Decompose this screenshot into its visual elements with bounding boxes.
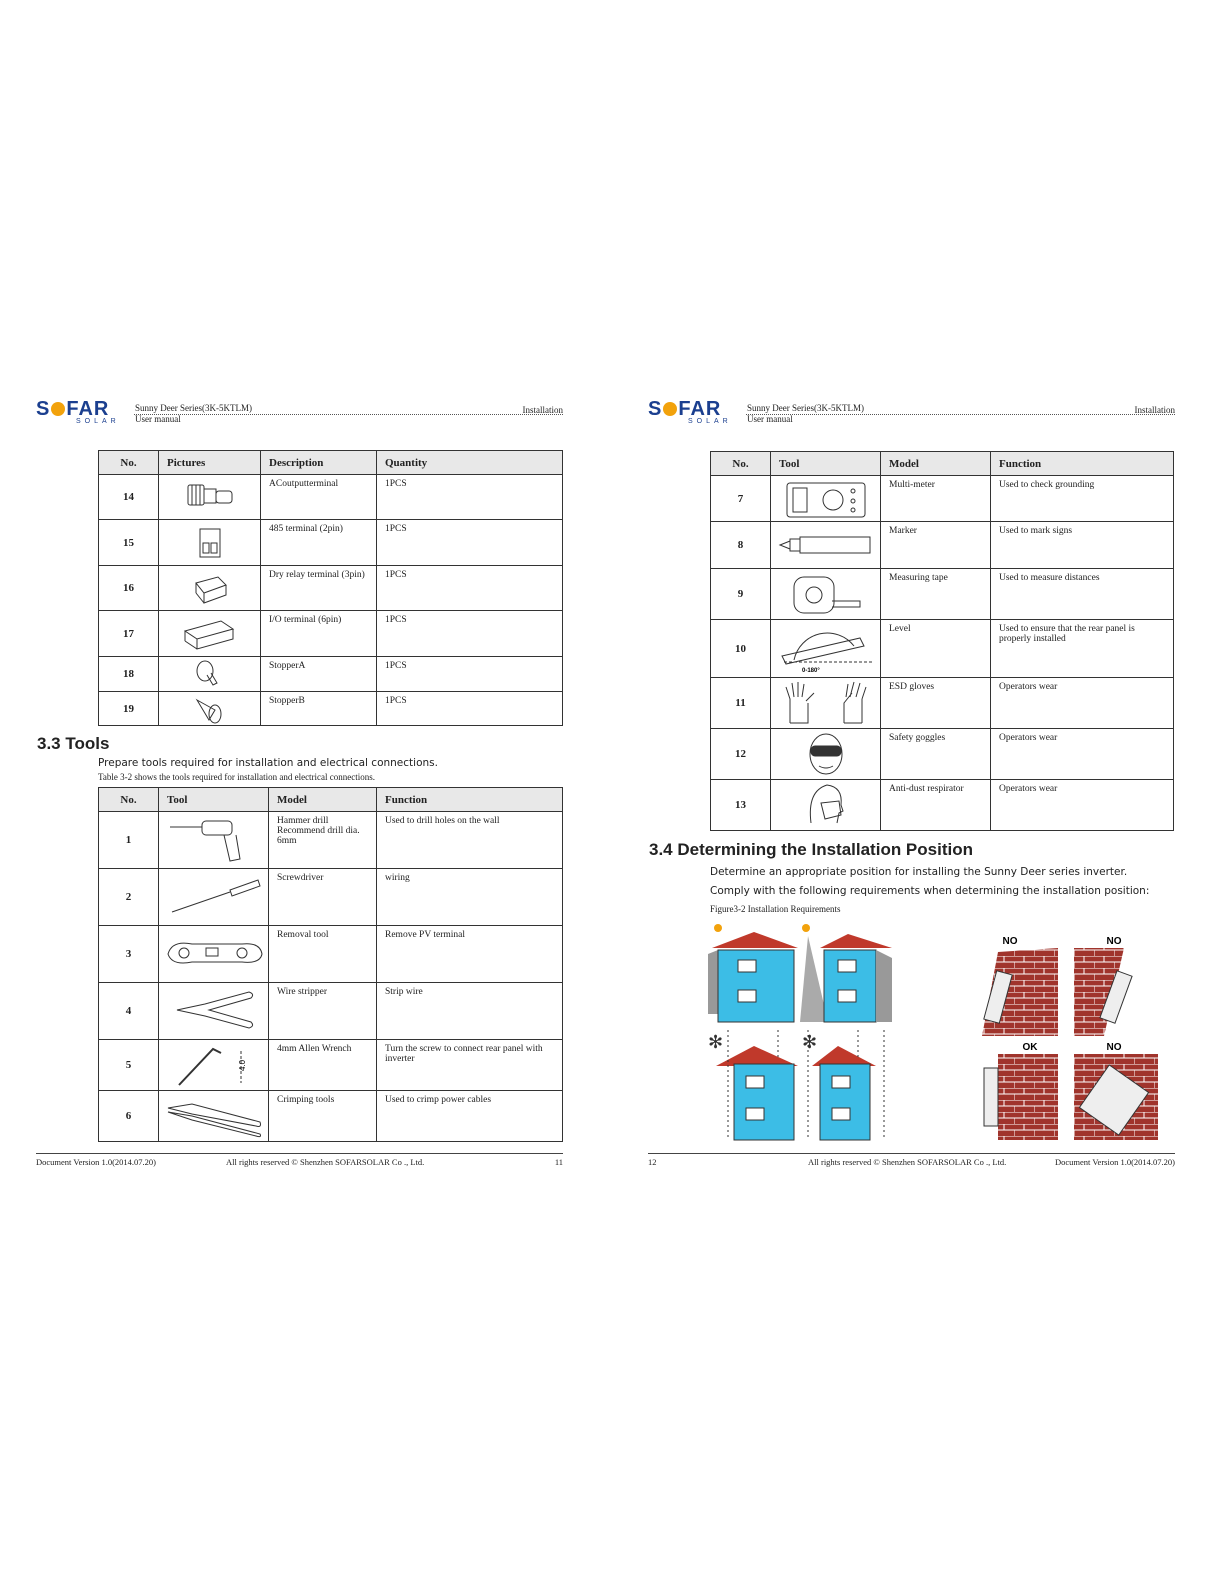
row-function: Used to mark signs [991, 522, 1174, 569]
row-function: Turn the screw to connect rear panel with inverter [377, 1040, 563, 1091]
row-function: Used to drill holes on the wall [377, 812, 563, 869]
row-model: 4mm Allen Wrench [269, 1040, 377, 1091]
table-row [711, 569, 1174, 620]
terminal-6pin-icon [175, 615, 245, 653]
row-qty: 1PCS [377, 475, 563, 520]
footer-version: Document Version 1.0(2014.07.20) [1054, 1157, 1175, 1167]
row-no: 16 [99, 566, 159, 611]
row-no: 12 [711, 729, 771, 780]
model-line: 6mm [277, 836, 297, 846]
row-no: 7 [711, 476, 771, 522]
table-row [99, 983, 563, 1040]
model-line: Hammer drill [277, 816, 329, 826]
hammer-drill-icon [164, 813, 264, 867]
left-page [0, 0, 612, 1585]
ac-terminal-icon [180, 477, 240, 517]
row-function: Remove PV terminal [377, 926, 563, 983]
row-model: Level [881, 620, 991, 678]
figure-caption: Figure3-2 Installation Requirements [710, 904, 841, 914]
installation-houses-figure [708, 918, 896, 1146]
safety-goggles-icon [801, 730, 851, 778]
row-qty: 1PCS [377, 692, 563, 726]
table-row [99, 812, 563, 869]
table-row [99, 869, 563, 926]
screwdriver-icon [164, 872, 264, 922]
table-row [99, 657, 563, 692]
row-function: Used to crimp power cables [377, 1091, 563, 1142]
row-qty: 1PCS [377, 611, 563, 657]
table-row [711, 522, 1174, 569]
sofar-logo: S FAR [648, 398, 722, 420]
esd-gloves-icon [776, 679, 876, 727]
row-desc: 485 terminal (2pin) [261, 520, 377, 566]
row-function: Operators wear [991, 678, 1174, 729]
row-desc: Dry relay terminal (3pin) [261, 566, 377, 611]
tools-intro: Prepare tools required for installation and electrical connections. [98, 757, 438, 769]
installation-walls-figure [974, 932, 1174, 1144]
col-no: No. [99, 788, 159, 812]
col-model: Model [881, 452, 991, 476]
row-no: 4 [99, 983, 159, 1040]
model-line: Recommend drill dia. [277, 826, 360, 836]
page-footer [36, 1153, 563, 1167]
crimping-tool-icon [162, 1094, 266, 1138]
label-no-1: NO [1002, 936, 1018, 947]
stopper-a-icon [185, 659, 235, 689]
position-line-1: Determine an appropriate position for installing the Sunny Deer series inverter. [710, 866, 1128, 878]
sun-icon [802, 924, 810, 932]
removal-tool-icon [162, 934, 266, 974]
col-tool: Tool [159, 788, 269, 812]
row-no: 14 [99, 475, 159, 520]
page-footer [648, 1153, 1175, 1167]
row-model: Removal tool [269, 926, 377, 983]
col-function: Function [377, 788, 563, 812]
table-row [711, 620, 1174, 678]
section-title-position: 3.4 Determining the Installation Position [649, 840, 973, 859]
row-model: ESD gloves [881, 678, 991, 729]
col-quantity: Quantity [377, 451, 563, 475]
allen-wrench-icon [169, 1041, 259, 1089]
respirator-icon [801, 781, 851, 829]
row-no: 9 [711, 569, 771, 620]
row-function: Used to check grounding [991, 476, 1174, 522]
row-qty: 1PCS [377, 566, 563, 611]
logo-sub: SOLAR [688, 418, 732, 425]
row-model: Anti-dust respirator [881, 780, 991, 831]
terminal-3pin-icon [180, 569, 240, 607]
row-no: 6 [99, 1091, 159, 1142]
accessory-table [98, 450, 563, 726]
label-ok: OK [1022, 1042, 1038, 1053]
label-no-2: NO [1106, 936, 1122, 947]
row-no: 19 [99, 692, 159, 726]
footer-page-number: 12 [648, 1157, 657, 1167]
header-manual: User manual [747, 414, 793, 424]
header-section: Installation [522, 405, 563, 415]
position-line-2: Comply with the following requirements when determining the installation position: [710, 885, 1150, 897]
row-model: Wire stripper [269, 983, 377, 1040]
row-no: 3 [99, 926, 159, 983]
header-series: Sunny Deer Series(3K-5KTLM) [135, 403, 252, 413]
sofar-logo: S FAR [36, 398, 110, 420]
table-caption: Table 3-2 shows the tools required for installation and electrical connections. [98, 772, 376, 782]
measuring-tape-icon [786, 571, 866, 617]
row-no: 13 [711, 780, 771, 831]
table-row [711, 678, 1174, 729]
row-function: Used to measure distances [991, 569, 1174, 620]
table-row [711, 729, 1174, 780]
level-angle: 0-180° [801, 667, 820, 674]
row-function: Operators wear [991, 729, 1174, 780]
wrench-dimension: 4.0 [237, 1059, 247, 1071]
row-function: wiring [377, 869, 563, 926]
row-function: Strip wire [377, 983, 563, 1040]
tools-table-1 [98, 787, 563, 1142]
multimeter-icon [781, 479, 871, 519]
footer-version: Document Version 1.0(2014.07.20) [36, 1157, 157, 1167]
row-no: 8 [711, 522, 771, 569]
snowflake-icon: ✻ [708, 1032, 724, 1052]
stopper-b-icon [185, 694, 235, 724]
col-model: Model [269, 788, 377, 812]
page-header [648, 400, 1175, 426]
col-description: Description [261, 451, 377, 475]
row-function: Operators wear [991, 780, 1174, 831]
right-page [612, 0, 1224, 1585]
row-qty: 1PCS [377, 520, 563, 566]
row-no: 5 [99, 1040, 159, 1091]
row-no: 10 [711, 620, 771, 678]
level-icon [774, 622, 878, 676]
row-no: 2 [99, 869, 159, 926]
section-title-tools: 3.3 Tools [37, 734, 110, 753]
snowflake-icon: ✻ [802, 1032, 818, 1052]
footer-rights: All rights reserved © Shenzhen SOFARSOLAR Co ., Ltd. [226, 1157, 425, 1167]
table-row [99, 566, 563, 611]
table-row [99, 692, 563, 726]
label-no-3: NO [1106, 1042, 1122, 1053]
col-tool: Tool [771, 452, 881, 476]
wire-stripper-icon [169, 986, 259, 1036]
row-no: 1 [99, 812, 159, 869]
row-no: 18 [99, 657, 159, 692]
row-model: Marker [881, 522, 991, 569]
table-row [99, 475, 563, 520]
row-function: Used to ensure that the rear panel is properly installed [991, 620, 1174, 678]
table-row [99, 1040, 563, 1091]
tools-table-2 [710, 451, 1174, 831]
row-model: Crimping tools [269, 1091, 377, 1142]
page-header [36, 400, 563, 426]
header-manual: User manual [135, 414, 181, 424]
table-row [99, 1091, 563, 1142]
row-qty: 1PCS [377, 657, 563, 692]
footer-page-number: 11 [554, 1157, 563, 1167]
col-pictures: Pictures [159, 451, 261, 475]
table-row [99, 611, 563, 657]
row-desc: StopperB [261, 692, 377, 726]
row-model: Safety goggles [881, 729, 991, 780]
row-desc: ACoutputterminal [261, 475, 377, 520]
col-function: Function [991, 452, 1174, 476]
marker-icon [776, 530, 876, 560]
table-row [99, 926, 563, 983]
col-no: No. [711, 452, 771, 476]
row-model: Measuring tape [881, 569, 991, 620]
terminal-2pin-icon [180, 523, 240, 563]
row-desc: StopperA [261, 657, 377, 692]
row-no: 17 [99, 611, 159, 657]
header-series: Sunny Deer Series(3K-5KTLM) [747, 403, 864, 413]
col-no: No. [99, 451, 159, 475]
row-no: 15 [99, 520, 159, 566]
footer-rights: All rights reserved © Shenzhen SOFARSOLAR Co ., Ltd. [808, 1157, 1007, 1167]
table-row [711, 780, 1174, 831]
row-model: Screwdriver [269, 869, 377, 926]
row-model: Multi-meter [881, 476, 991, 522]
sun-icon [714, 924, 722, 932]
table-row [711, 476, 1174, 522]
row-desc: I/O terminal (6pin) [261, 611, 377, 657]
header-section: Installation [1134, 405, 1175, 415]
table-row [99, 520, 563, 566]
row-no: 11 [711, 678, 771, 729]
logo-sub: SOLAR [76, 418, 120, 425]
